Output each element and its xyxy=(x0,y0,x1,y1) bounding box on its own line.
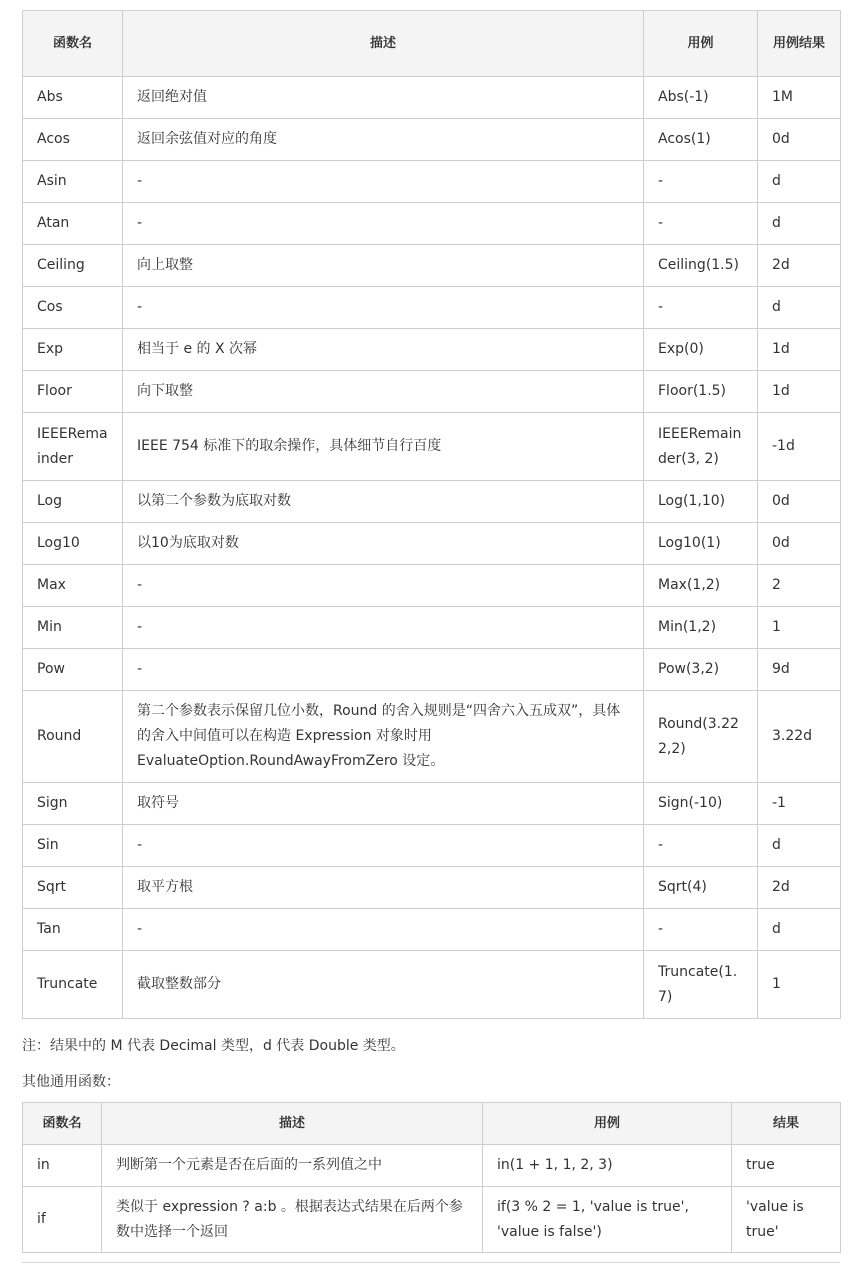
result-cell: 0d xyxy=(758,523,841,565)
description-cell: 取符号 xyxy=(123,783,644,825)
function-name-cell: Min xyxy=(23,607,123,649)
example-cell: Abs(-1) xyxy=(644,77,758,119)
description-cell: 第二个参数表示保留几位小数，Round 的舍入规则是“四舍六入五成双”，具体的舍入中间值可以在构造 Expression 对象时用 EvaluateOption.RoundAwayFromZero 设定。 xyxy=(123,691,644,783)
table-row xyxy=(23,481,841,523)
math-functions-table xyxy=(22,10,841,1019)
function-name-cell: Log10 xyxy=(23,523,123,565)
function-name-cell: Ceiling xyxy=(23,245,123,287)
result-cell: 1 xyxy=(758,951,841,1019)
table-row xyxy=(23,245,841,287)
example-cell: Round(3.222,2) xyxy=(644,691,758,783)
table-row xyxy=(23,413,841,481)
description-cell: - xyxy=(123,287,644,329)
header-function-name: 函数名 xyxy=(23,1103,102,1145)
function-name-cell: Atan xyxy=(23,203,123,245)
function-name-cell: Sin xyxy=(23,825,123,867)
example-cell: Truncate(1.7) xyxy=(644,951,758,1019)
description-cell: - xyxy=(123,161,644,203)
result-cell: 1 xyxy=(758,607,841,649)
description-cell: - xyxy=(123,909,644,951)
result-cell: 1d xyxy=(758,329,841,371)
table-row xyxy=(23,1187,841,1253)
result-cell: 3.22d xyxy=(758,691,841,783)
example-cell: Floor(1.5) xyxy=(644,371,758,413)
divider xyxy=(22,1262,840,1263)
table-row xyxy=(23,1145,841,1187)
example-cell: IEEERemainder(3, 2) xyxy=(644,413,758,481)
example-cell: Acos(1) xyxy=(644,119,758,161)
result-cell: d xyxy=(758,287,841,329)
result-cell: 0d xyxy=(758,481,841,523)
header-description: 描述 xyxy=(123,11,644,77)
header-result: 结果 xyxy=(732,1103,841,1145)
table-header-row xyxy=(23,1103,841,1145)
description-cell: 以10为底取对数 xyxy=(123,523,644,565)
result-cell: true xyxy=(732,1145,841,1187)
description-cell: - xyxy=(123,825,644,867)
description-cell: - xyxy=(123,203,644,245)
description-cell: 类似于 expression ? a:b 。根据表达式结果在后两个参数中选择一个返回 xyxy=(102,1187,483,1253)
table-row xyxy=(23,825,841,867)
function-name-cell: Sqrt xyxy=(23,867,123,909)
table-row xyxy=(23,161,841,203)
description-cell: - xyxy=(123,607,644,649)
header-example: 用例 xyxy=(644,11,758,77)
table-row xyxy=(23,951,841,1019)
result-cell: d xyxy=(758,909,841,951)
function-name-cell: Sign xyxy=(23,783,123,825)
description-cell: 以第二个参数为底取对数 xyxy=(123,481,644,523)
table-row xyxy=(23,119,841,161)
other-functions-heading: 其他通用函数： xyxy=(22,1074,120,1090)
header-example: 用例 xyxy=(483,1103,732,1145)
example-cell: Pow(3,2) xyxy=(644,649,758,691)
function-name-cell: Log xyxy=(23,481,123,523)
example-cell: - xyxy=(644,287,758,329)
result-cell: -1 xyxy=(758,783,841,825)
description-cell: - xyxy=(123,649,644,691)
result-cell: d xyxy=(758,825,841,867)
result-cell: 1M xyxy=(758,77,841,119)
example-cell: Exp(0) xyxy=(644,329,758,371)
table-row xyxy=(23,691,841,783)
example-cell: - xyxy=(644,203,758,245)
example-cell: - xyxy=(644,161,758,203)
description-cell: IEEE 754 标准下的取余操作，具体细节自行百度 xyxy=(123,413,644,481)
function-name-cell: IEEERemainder xyxy=(23,413,123,481)
result-cell: 9d xyxy=(758,649,841,691)
example-cell: Max(1,2) xyxy=(644,565,758,607)
table-row xyxy=(23,287,841,329)
result-cell: 2d xyxy=(758,245,841,287)
result-cell: 'value is true' xyxy=(732,1187,841,1253)
function-name-cell: Round xyxy=(23,691,123,783)
table-row xyxy=(23,203,841,245)
description-cell: - xyxy=(123,565,644,607)
result-cell: d xyxy=(758,161,841,203)
function-name-cell: Acos xyxy=(23,119,123,161)
table-row xyxy=(23,565,841,607)
description-cell: 相当于 e 的 X 次幂 xyxy=(123,329,644,371)
example-cell: Min(1,2) xyxy=(644,607,758,649)
table-row xyxy=(23,867,841,909)
table-row xyxy=(23,783,841,825)
description-cell: 截取整数部分 xyxy=(123,951,644,1019)
function-name-cell: Asin xyxy=(23,161,123,203)
example-cell: Sqrt(4) xyxy=(644,867,758,909)
table-row xyxy=(23,607,841,649)
description-cell: 返回余弦值对应的角度 xyxy=(123,119,644,161)
header-description: 描述 xyxy=(102,1103,483,1145)
function-name-cell: Floor xyxy=(23,371,123,413)
table-row xyxy=(23,77,841,119)
example-cell: Log10(1) xyxy=(644,523,758,565)
function-name-cell: Abs xyxy=(23,77,123,119)
header-function-name: 函数名 xyxy=(23,11,123,77)
function-name-cell: Exp xyxy=(23,329,123,371)
example-cell: Ceiling(1.5) xyxy=(644,245,758,287)
header-example-result: 用例结果 xyxy=(758,11,841,77)
description-cell: 判断第一个元素是否在后面的一系列值之中 xyxy=(102,1145,483,1187)
example-cell: if(3 % 2 = 1, 'value is true', 'value is false') xyxy=(483,1187,732,1253)
table-row xyxy=(23,371,841,413)
example-cell: Log(1,10) xyxy=(644,481,758,523)
result-cell: 0d xyxy=(758,119,841,161)
description-cell: 取平方根 xyxy=(123,867,644,909)
function-name-cell: Max xyxy=(23,565,123,607)
example-cell: - xyxy=(644,909,758,951)
table-row xyxy=(23,649,841,691)
example-cell: Sign(-10) xyxy=(644,783,758,825)
result-cell: 2 xyxy=(758,565,841,607)
function-name-cell: in xyxy=(23,1145,102,1187)
result-cell: -1d xyxy=(758,413,841,481)
description-cell: 返回绝对值 xyxy=(123,77,644,119)
table-header-row xyxy=(23,11,841,77)
example-cell: - xyxy=(644,825,758,867)
function-name-cell: Truncate xyxy=(23,951,123,1019)
function-name-cell: if xyxy=(23,1187,102,1253)
type-note: 注：结果中的 M 代表 Decimal 类型，d 代表 Double 类型。 xyxy=(22,1038,405,1054)
example-cell: in(1 + 1, 1, 2, 3) xyxy=(483,1145,732,1187)
result-cell: 2d xyxy=(758,867,841,909)
table-row xyxy=(23,329,841,371)
function-name-cell: Cos xyxy=(23,287,123,329)
table-row xyxy=(23,523,841,565)
general-functions-table xyxy=(22,1102,841,1253)
description-cell: 向上取整 xyxy=(123,245,644,287)
function-name-cell: Tan xyxy=(23,909,123,951)
table-row xyxy=(23,909,841,951)
function-name-cell: Pow xyxy=(23,649,123,691)
result-cell: 1d xyxy=(758,371,841,413)
description-cell: 向下取整 xyxy=(123,371,644,413)
result-cell: d xyxy=(758,203,841,245)
